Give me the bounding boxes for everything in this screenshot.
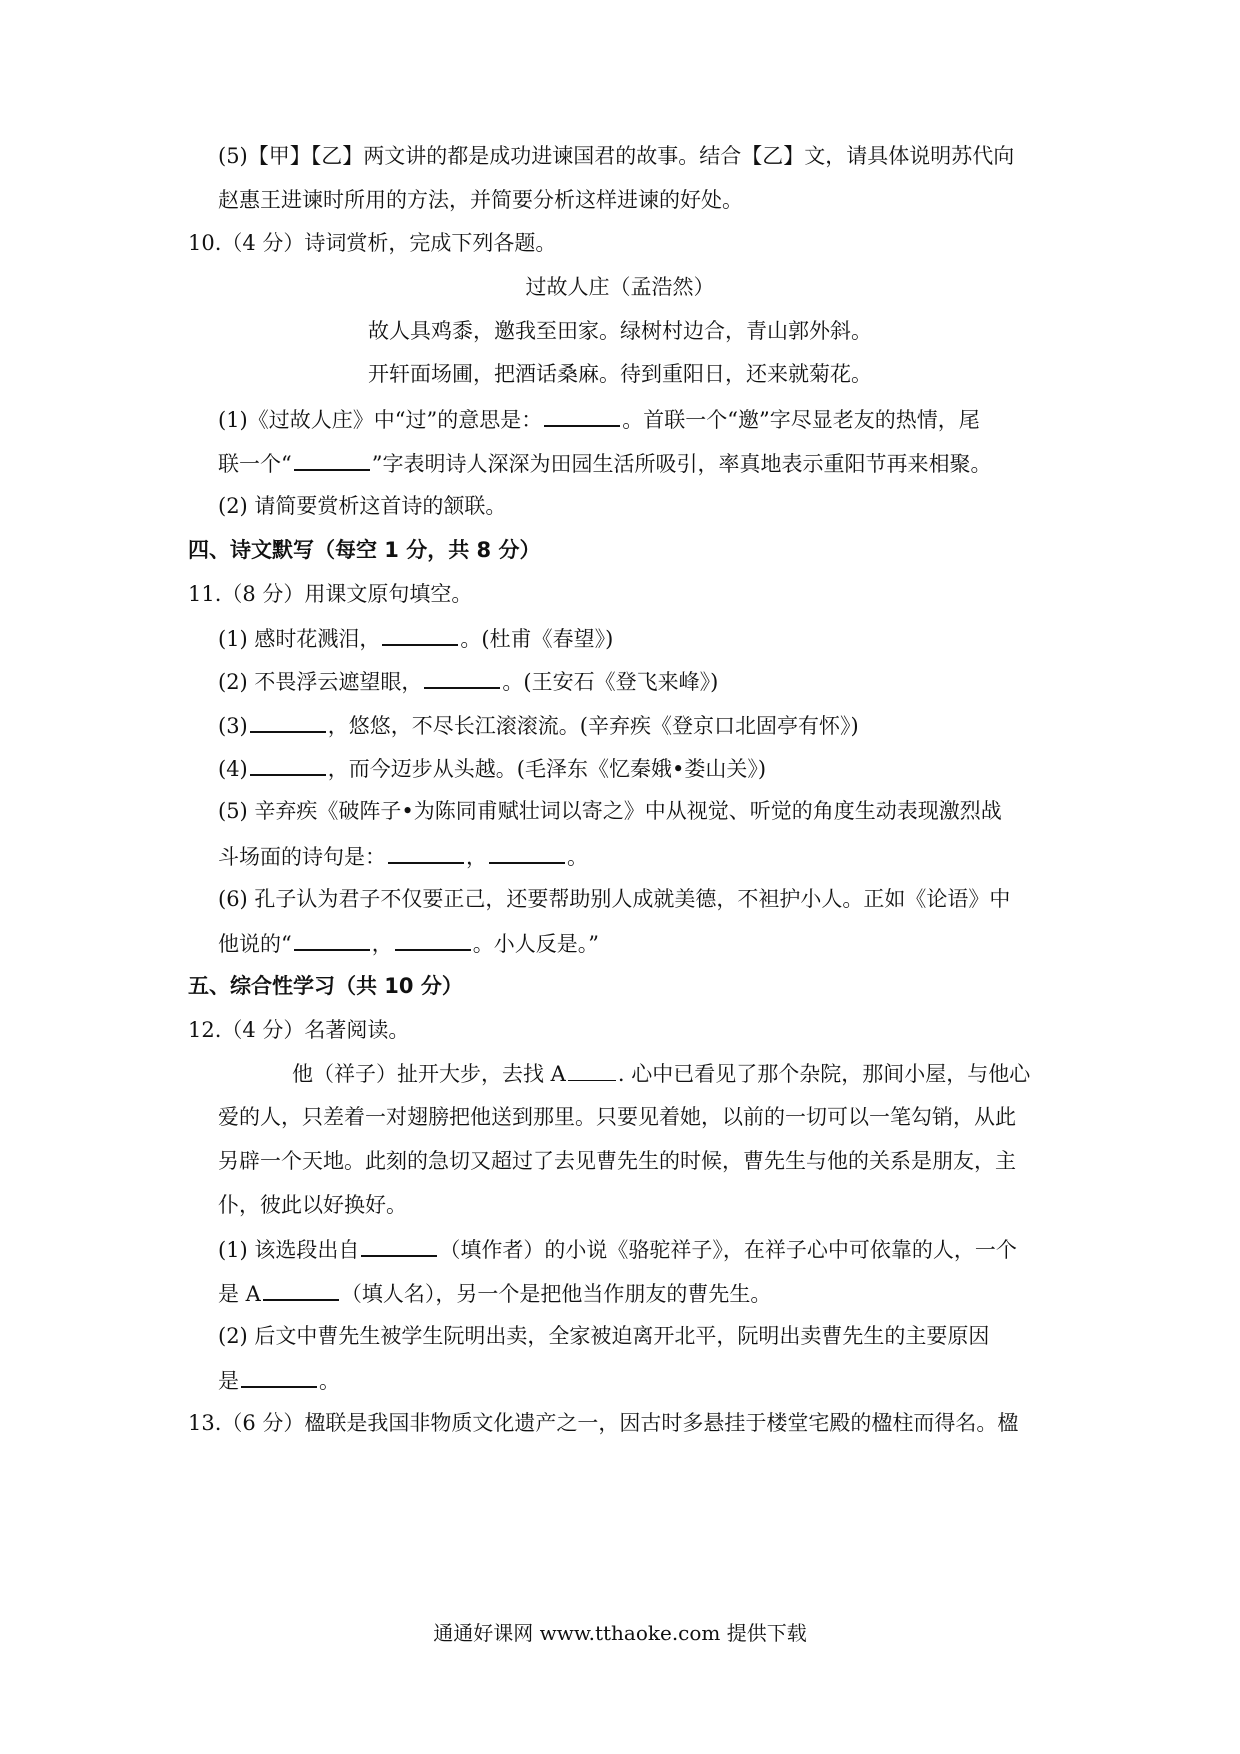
question-11-4: (4) ，而今迈步从头越。(毛泽东《忆秦娥•娄山关》) <box>218 752 766 782</box>
answer-blank[interactable] <box>250 709 326 733</box>
question-12-stem: 12.（4 分）名著阅读。 <box>188 1018 410 1042</box>
question-11-1: (1) 感时花溅泪， 。(杜甫《春望》) <box>218 622 613 652</box>
page-footer: 通通好课网 www.tthaoke.com 提供下载 <box>433 1621 807 1645</box>
answer-blank[interactable] <box>388 840 464 864</box>
answer-blank[interactable] <box>294 927 370 951</box>
question-12-2-line-2: 是 。 <box>218 1364 340 1394</box>
question-13-stem: 13.（6 分）楹联是我国非物质文化遗产之一，因古时多悬挂于楼堂宅殿的楹柱而得名。楹 <box>188 1411 1019 1435</box>
question-10-1-line-2: 联一个“ ”字表明诗人深深为田园生活所吸引，率真地表示重阳节再来相聚。 <box>218 447 991 477</box>
excerpt-line-1: 他（祥子）扯开大步，去找 A . 心中已看见了那个杂院，那间小屋，与他心 <box>292 1058 1030 1088</box>
answer-blank[interactable] <box>568 1058 616 1081</box>
section-5-heading: 五、综合性学习（共 10 分） <box>188 974 463 998</box>
question-10-1-line-1: (1)《过故人庄》中“过”的意思是： 。首联一个“邀”字尽显老友的热情，尾 <box>218 403 980 433</box>
excerpt-line-3: 另辟一个天地。此刻的急切又超过了去见曹先生的时候，曹先生与他的关系是朋友，主 <box>218 1149 1016 1173</box>
answer-blank[interactable] <box>489 840 565 864</box>
question-10-2: (2) 请简要赏析这首诗的颔联。 <box>218 494 507 518</box>
question-12-1-line-1: (1) 该选段出自 （填作者）的小说《骆驼祥子》，在祥子心中可依靠的人，一个 <box>218 1233 1017 1263</box>
answer-blank[interactable] <box>241 1364 317 1388</box>
answer-blank[interactable] <box>395 927 471 951</box>
answer-blank[interactable] <box>250 752 326 776</box>
question-9-5-line-1: (5)【甲】【乙】两文讲的都是成功进谏国君的故事。结合【乙】文，请具体说明苏代向 <box>218 144 1015 168</box>
question-11-3: (3) ，悠悠，不尽长江滚滚流。(辛弃疾《登京口北固亭有怀》) <box>218 709 859 739</box>
answer-blank[interactable] <box>544 403 620 427</box>
section-4-heading: 四、诗文默写（每空 1 分，共 8 分） <box>188 538 541 562</box>
question-11-stem: 11.（8 分）用课文原句填空。 <box>188 582 473 606</box>
question-9-5-line-2: 赵惠王进谏时所用的方法，并简要分析这样进谏的好处。 <box>218 188 743 212</box>
poem-title: 过故人庄（孟浩然） <box>525 275 715 299</box>
answer-blank[interactable] <box>361 1233 437 1257</box>
question-11-5-line-2: 斗场面的诗句是： ， 。 <box>218 840 588 870</box>
answer-blank[interactable] <box>382 622 458 646</box>
question-12-2-line-1: (2) 后文中曹先生被学生阮明出卖，全家被迫离开北平，阮明出卖曹先生的主要原因 <box>218 1324 990 1348</box>
question-12-1-line-2: 是 A （填人名），另一个是把他当作朋友的曹先生。 <box>218 1277 771 1307</box>
answer-blank[interactable] <box>294 447 370 471</box>
question-11-6-line-1: (6) 孔子认为君子不仅要正己，还要帮助别人成就美德，不袒护小人。正如《论语》中 <box>218 887 1011 911</box>
question-10-stem: 10.（4 分）诗词赏析，完成下列各题。 <box>188 231 557 255</box>
answer-blank[interactable] <box>263 1277 339 1301</box>
answer-blank[interactable] <box>424 665 500 689</box>
poem-line-1: 故人具鸡黍，邀我至田家。绿树村边合，青山郭外斜。 <box>368 319 872 343</box>
excerpt-line-4: 仆，彼此以好换好。 <box>218 1193 407 1217</box>
question-11-5-line-1: (5) 辛弃疾《破阵子•为陈同甫赋壮词以寄之》中从视觉、听觉的角度生动表现激烈战 <box>218 799 1002 823</box>
question-11-2: (2) 不畏浮云遮望眼， 。(王安石《登飞来峰》) <box>218 665 718 695</box>
poem-line-2: 开轩面场圃，把酒话桑麻。待到重阳日，还来就菊花。 <box>368 362 872 386</box>
excerpt-line-2: 爱的人，只差着一对翅膀把他送到那里。只要见着她，以前的一切可以一笔勾销，从此 <box>218 1105 1016 1129</box>
question-11-6-line-2: 他说的“ ， 。小人反是。” <box>218 927 599 957</box>
